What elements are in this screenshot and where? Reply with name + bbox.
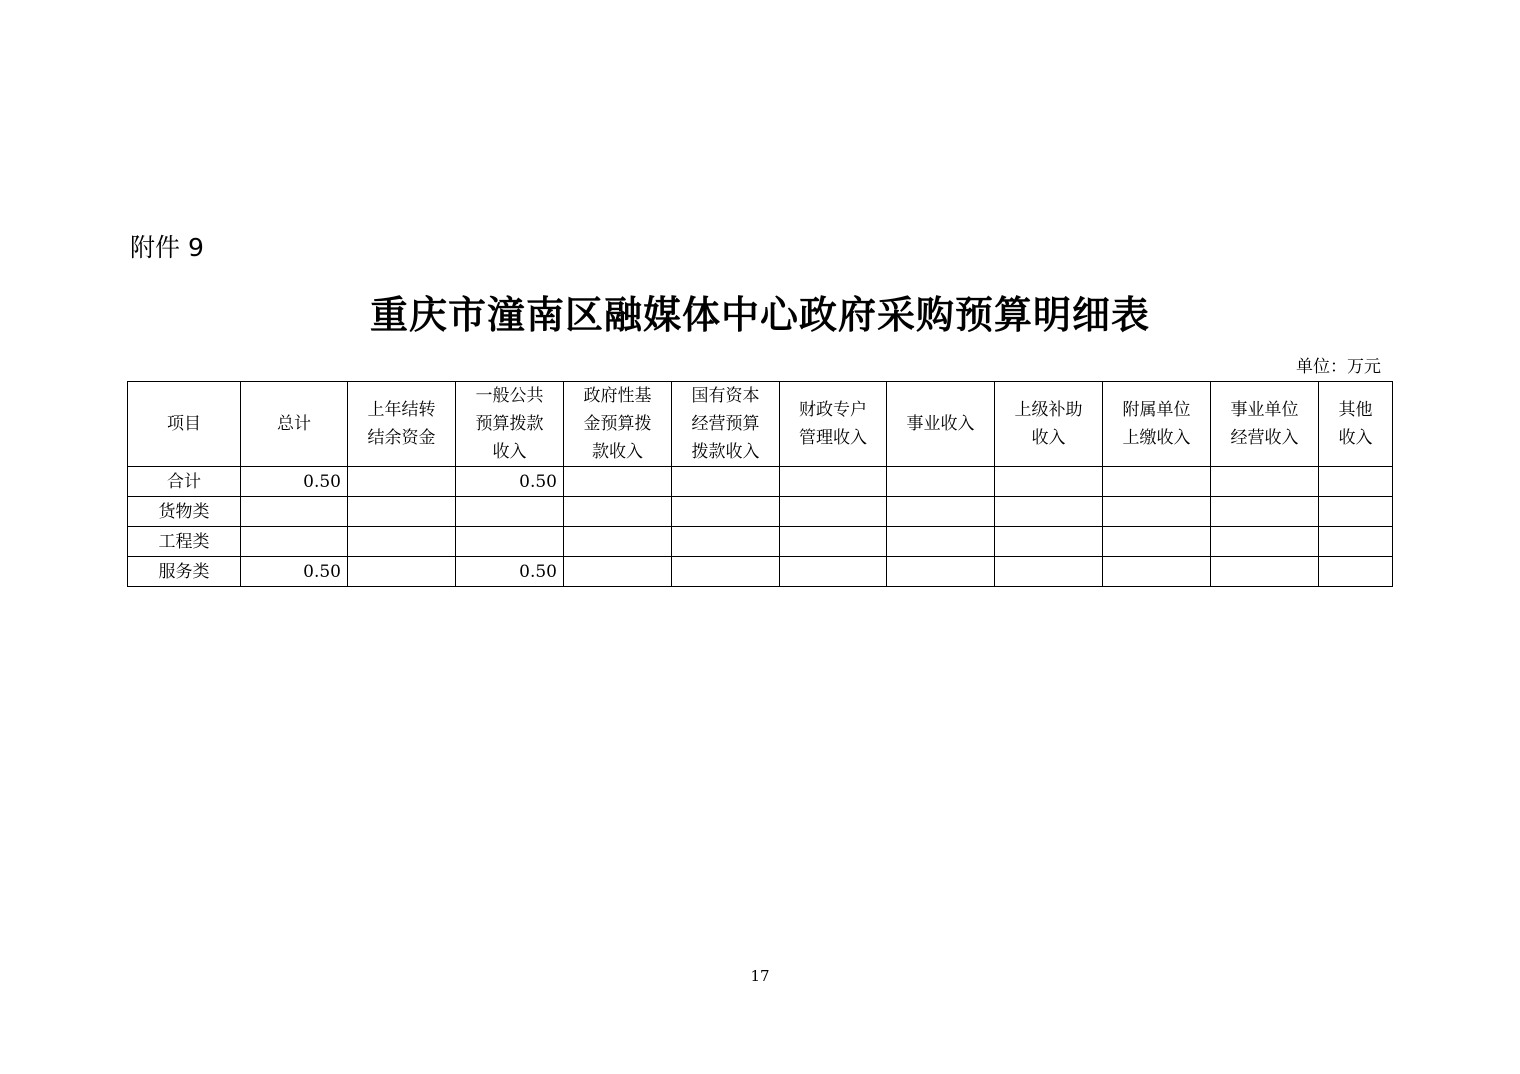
table-cell	[564, 497, 672, 527]
header-state-capital-budget: 国有资本 经营预算 拨款收入	[672, 382, 780, 467]
table-cell: 0.50	[456, 557, 564, 587]
header-institution-operating-income: 事业单位 经营收入	[1211, 382, 1319, 467]
table-cell	[887, 527, 995, 557]
table-cell	[672, 467, 780, 497]
table-cell	[564, 557, 672, 587]
table-row-total	[128, 467, 1393, 497]
header-government-fund-budget: 政府性基 金预算拨 款收入	[564, 382, 672, 467]
table-cell	[348, 527, 456, 557]
table-cell	[995, 557, 1103, 587]
header-item: 项目	[128, 382, 241, 467]
header-affiliated-unit-remittance: 附属单位 上缴收入	[1103, 382, 1211, 467]
table-cell	[780, 497, 887, 527]
document-title: 重庆市潼南区融媒体中心政府采购预算明细表	[369, 292, 1150, 337]
table-cell: 0.50	[241, 557, 348, 587]
table-cell	[1103, 467, 1211, 497]
row-label: 货物类	[128, 497, 241, 527]
table-cell	[1319, 497, 1393, 527]
table-cell	[887, 467, 995, 497]
table-cell	[1319, 467, 1393, 497]
header-fiscal-special-account: 财政专户 管理收入	[780, 382, 887, 467]
table-cell	[887, 557, 995, 587]
page-number: 17	[750, 967, 770, 985]
procurement-budget-table	[127, 381, 1393, 587]
table-cell	[348, 467, 456, 497]
row-label: 合计	[128, 467, 241, 497]
table-cell	[995, 527, 1103, 557]
table-cell	[672, 527, 780, 557]
table-cell: 0.50	[456, 467, 564, 497]
table-cell	[780, 527, 887, 557]
table-cell	[241, 497, 348, 527]
header-total: 总计	[241, 382, 348, 467]
table-cell	[1103, 557, 1211, 587]
table-cell	[780, 467, 887, 497]
header-business-income: 事业收入	[887, 382, 995, 467]
table-row-services	[128, 557, 1393, 587]
attachment-label: 附件 9	[130, 233, 204, 262]
table-cell	[456, 497, 564, 527]
table-cell	[1103, 497, 1211, 527]
header-other-income: 其他 收入	[1319, 382, 1393, 467]
table-cell	[1103, 527, 1211, 557]
table-cell	[1211, 527, 1319, 557]
table-cell	[1211, 497, 1319, 527]
table-header-row	[128, 382, 1393, 467]
table-row-engineering	[128, 527, 1393, 557]
table-cell	[456, 527, 564, 557]
table-cell	[348, 497, 456, 527]
header-prior-year-carryover: 上年结转 结余资金	[348, 382, 456, 467]
row-label: 工程类	[128, 527, 241, 557]
table-cell	[672, 497, 780, 527]
table-cell	[780, 557, 887, 587]
table-row-goods	[128, 497, 1393, 527]
unit-label: 单位：万元	[1296, 357, 1381, 377]
table-cell	[241, 527, 348, 557]
table-cell	[887, 497, 995, 527]
table-cell	[564, 467, 672, 497]
table-cell: 0.50	[241, 467, 348, 497]
header-general-public-budget: 一般公共 预算拨款 收入	[456, 382, 564, 467]
header-superior-subsidy: 上级补助 收入	[995, 382, 1103, 467]
row-label: 服务类	[128, 557, 241, 587]
table-cell	[995, 467, 1103, 497]
table-cell	[995, 497, 1103, 527]
table-cell	[348, 557, 456, 587]
table-cell	[1211, 557, 1319, 587]
table-cell	[672, 557, 780, 587]
table-cell	[1319, 557, 1393, 587]
table-cell	[564, 527, 672, 557]
table-cell	[1319, 527, 1393, 557]
table-cell	[1211, 467, 1319, 497]
